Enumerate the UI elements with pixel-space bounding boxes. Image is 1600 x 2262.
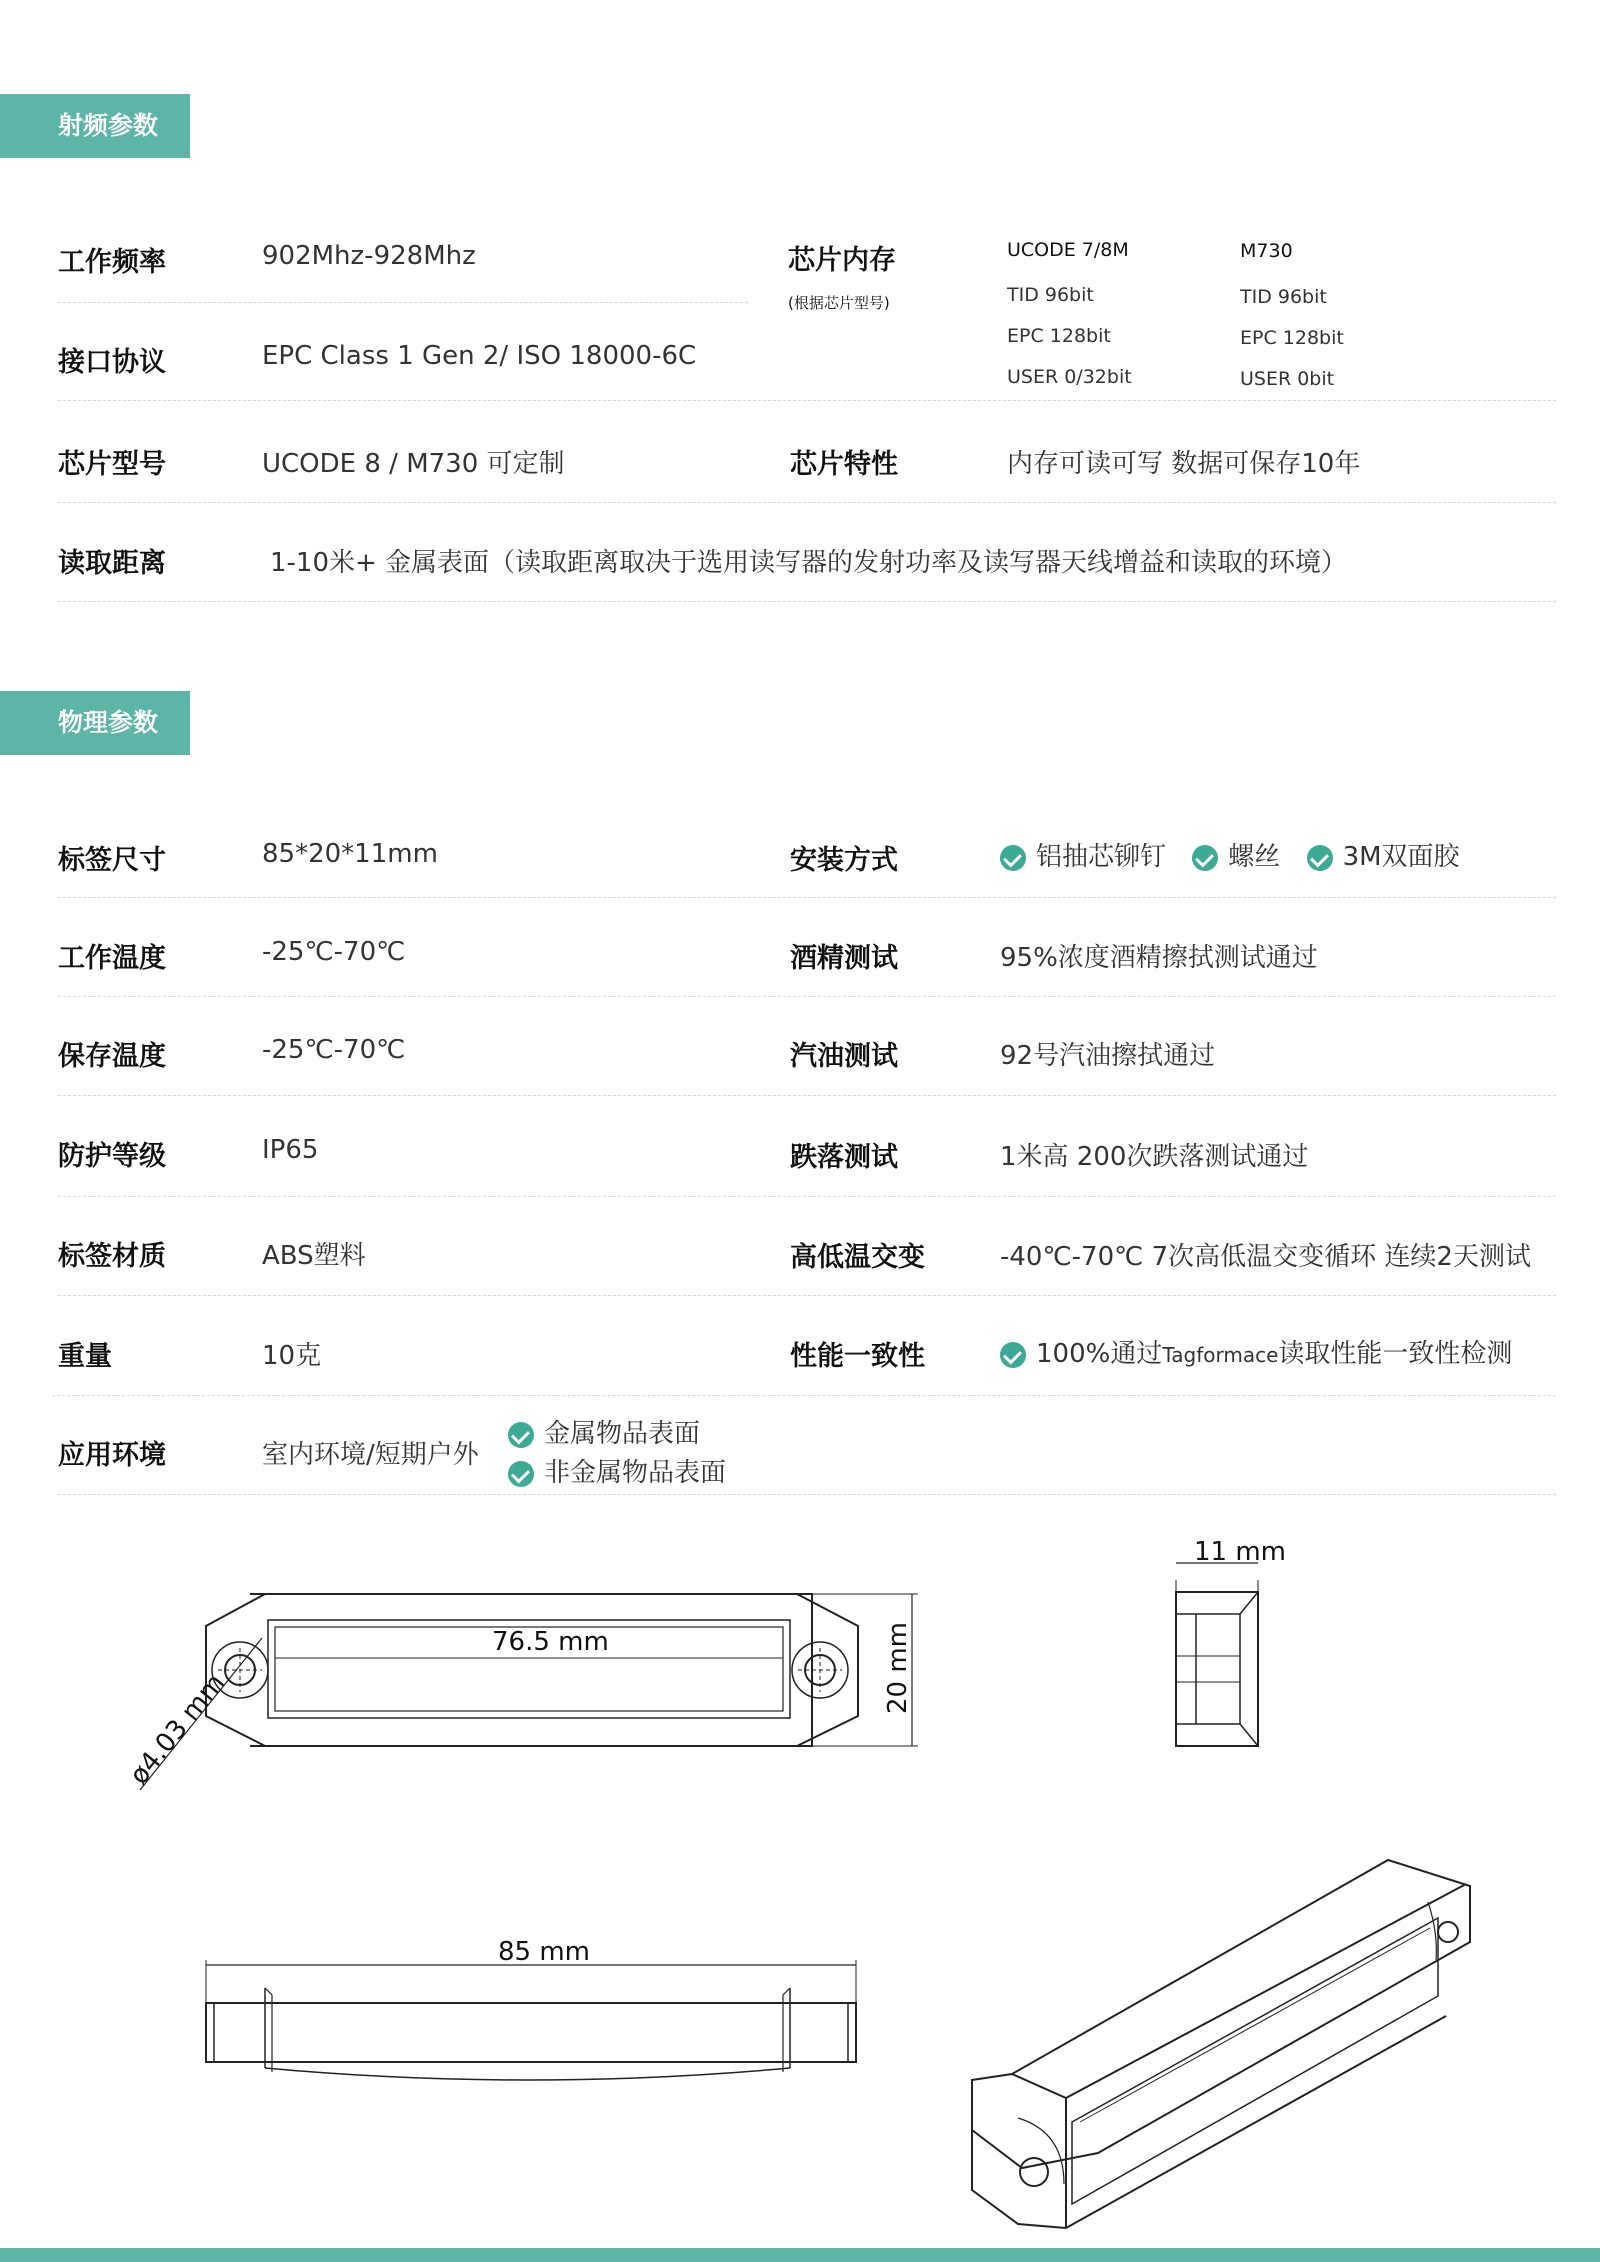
env-value: 室内环境/短期户外 bbox=[262, 1440, 479, 1470]
check-icon bbox=[508, 1461, 534, 1487]
iface-value: EPC Class 1 Gen 2/ ISO 18000-6C bbox=[262, 341, 697, 371]
divider bbox=[58, 1095, 1556, 1096]
mem-col2-item: EPC 128bit bbox=[1240, 327, 1344, 349]
sttemp-value: -25℃-70℃ bbox=[262, 1035, 406, 1065]
divider bbox=[58, 302, 748, 303]
range-label: 读取距离 bbox=[58, 548, 166, 579]
technical-drawing bbox=[0, 1520, 1600, 2240]
check-icon bbox=[508, 1422, 534, 1448]
mem-col2-head: M730 bbox=[1240, 240, 1293, 262]
alcohol-value: 95%浓度酒精擦拭测试通过 bbox=[1000, 943, 1318, 973]
isometric-view bbox=[972, 1860, 1470, 2228]
divider bbox=[52, 1395, 1556, 1396]
footer-bar bbox=[0, 2248, 1600, 2262]
check-icon bbox=[1192, 845, 1218, 871]
mount-label: 安装方式 bbox=[790, 845, 898, 876]
divider bbox=[58, 502, 1556, 503]
divider bbox=[58, 400, 1556, 401]
freq-label: 工作频率 bbox=[58, 247, 166, 278]
mount-option: 铝抽芯铆钉 bbox=[1000, 836, 1166, 873]
mount-option: 3M双面胶 bbox=[1307, 836, 1460, 873]
petrol-label: 汽油测试 bbox=[790, 1041, 898, 1072]
ip-label: 防护等级 bbox=[58, 1141, 166, 1172]
feat-label: 芯片特性 bbox=[790, 449, 898, 480]
top-view bbox=[124, 1594, 918, 1790]
mem-col2-item: TID 96bit bbox=[1240, 286, 1327, 308]
divider bbox=[58, 1196, 1556, 1197]
cycle-label: 高低温交变 bbox=[790, 1242, 925, 1273]
size-label: 标签尺寸 bbox=[58, 845, 166, 876]
dim-height-label: 20 mm bbox=[883, 1621, 913, 1714]
mem-col1-item: EPC 128bit bbox=[1007, 325, 1111, 347]
mem-col1-item: TID 96bit bbox=[1007, 284, 1094, 306]
divider bbox=[58, 897, 1556, 898]
freq-value: 902Mhz-928Mhz bbox=[262, 241, 476, 271]
divider bbox=[58, 601, 1556, 602]
alcohol-label: 酒精测试 bbox=[790, 943, 898, 974]
mount-options bbox=[1000, 836, 1478, 873]
mount-option: 螺丝 bbox=[1192, 836, 1280, 873]
side-view bbox=[1176, 1537, 1286, 1746]
env-option: 非金属物品表面 bbox=[508, 1452, 726, 1489]
front-view bbox=[206, 1937, 856, 2080]
dim-hole-label: ø4.03 mm bbox=[124, 1668, 231, 1791]
mem-note: (根据芯片型号) bbox=[788, 294, 890, 312]
drop-value: 1米高 200次跌落测试通过 bbox=[1000, 1142, 1309, 1172]
weight-value: 10克 bbox=[262, 1341, 322, 1371]
optemp-value: -25℃-70℃ bbox=[262, 937, 406, 967]
range-value: 1-10米+ 金属表面（读取距离取决于选用读写器的发射功率及读写器天线增益和读取的环境） bbox=[270, 548, 1348, 578]
rf-section-tag: 射频参数 bbox=[0, 94, 190, 158]
mem-label: 芯片内存 bbox=[788, 245, 896, 276]
consist-label: 性能一致性 bbox=[790, 1341, 925, 1372]
check-icon bbox=[1000, 1342, 1026, 1368]
chip-value: UCODE 8 / M730 可定制 bbox=[262, 449, 565, 479]
drop-label: 跌落测试 bbox=[790, 1142, 898, 1173]
mem-col1-item: USER 0/32bit bbox=[1007, 366, 1132, 388]
sttemp-label: 保存温度 bbox=[58, 1041, 166, 1072]
cycle-value: -40℃-70℃ 7次高低温交变循环 连续2天测试 bbox=[1000, 1242, 1531, 1272]
iface-label: 接口协议 bbox=[58, 347, 166, 378]
feat-value: 内存可读可写 数据可保存10年 bbox=[1007, 449, 1361, 479]
mat-value: ABS塑料 bbox=[262, 1241, 366, 1271]
dim-length-label: 85 mm bbox=[498, 1937, 591, 1967]
phys-section-tag: 物理参数 bbox=[0, 691, 190, 755]
dim-inner-label: 76.5 mm bbox=[492, 1627, 609, 1657]
check-icon bbox=[1000, 845, 1026, 871]
divider bbox=[58, 1494, 1556, 1495]
chip-label: 芯片型号 bbox=[58, 449, 166, 480]
divider bbox=[58, 996, 1556, 997]
optemp-label: 工作温度 bbox=[58, 943, 166, 974]
env-label: 应用环境 bbox=[58, 1440, 166, 1471]
mem-col2-item: USER 0bit bbox=[1240, 368, 1335, 390]
ip-value: IP65 bbox=[262, 1135, 319, 1165]
mem-col1-head: UCODE 7/8M bbox=[1007, 239, 1129, 261]
check-icon bbox=[1307, 845, 1333, 871]
consist-value: 100%通过Tagformace读取性能一致性检测 bbox=[1000, 1333, 1512, 1370]
mat-label: 标签材质 bbox=[58, 1241, 166, 1272]
size-value: 85*20*11mm bbox=[262, 839, 438, 869]
dim-thick-label: 11 mm bbox=[1194, 1537, 1287, 1567]
divider bbox=[58, 1295, 1556, 1296]
env-option: 金属物品表面 bbox=[508, 1413, 700, 1450]
petrol-value: 92号汽油擦拭通过 bbox=[1000, 1041, 1216, 1071]
weight-label: 重量 bbox=[58, 1341, 112, 1372]
